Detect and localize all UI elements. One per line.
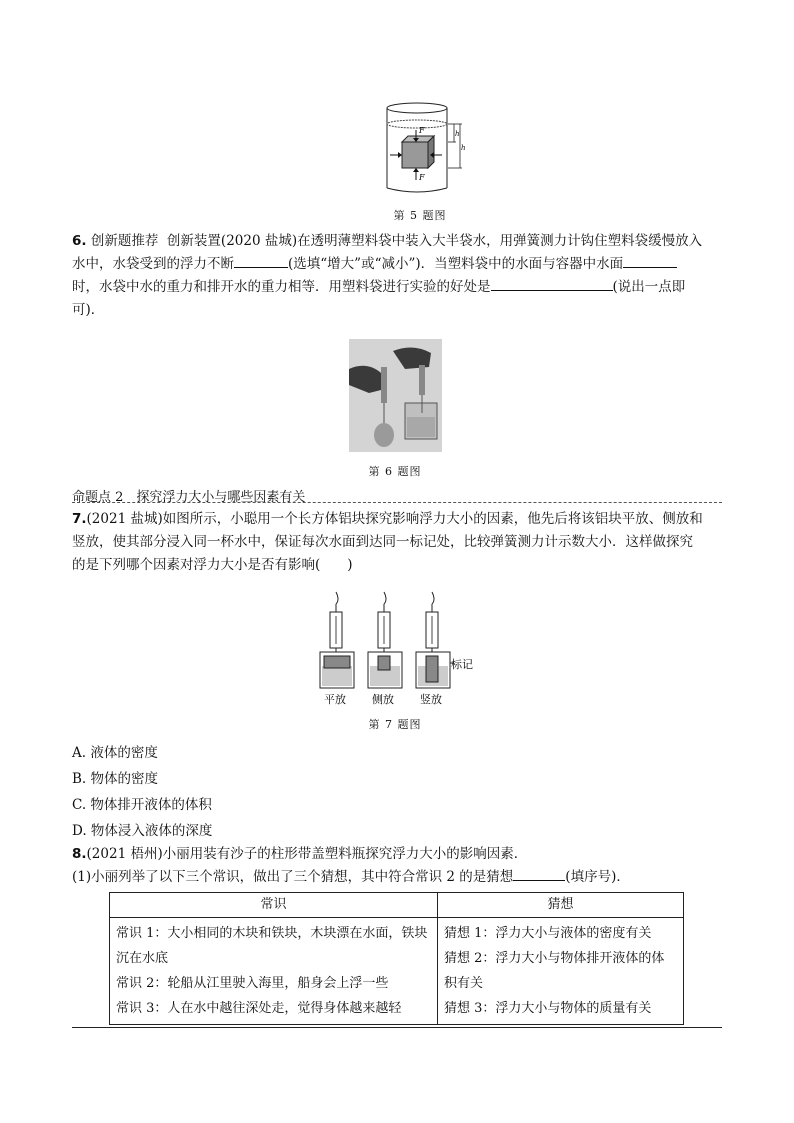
- q6-number: 6.: [72, 233, 87, 249]
- figure-5-diagram: [370, 100, 470, 196]
- q7-line1: (2021 盐城)如图所示，小聪用一个长方体铝块探究影响浮力大小的因素，他先后将该铝块平放、侧放和: [86, 511, 703, 527]
- q7-option-b[interactable]: B. 物体的密度: [72, 771, 159, 787]
- q8-line1: (2021 梧州)小丽用装有沙子的柱形带盖塑料瓶探究浮力大小的影响因素．: [86, 846, 528, 862]
- q6-line2b: (选填“增大”或“减小”)．当塑料袋中的水面与容器中水面: [288, 256, 624, 272]
- fig5-label-f2: F: [419, 173, 425, 182]
- q6-line2a: 水中，水袋受到的浮力不断: [72, 256, 234, 272]
- q8-line2b: (填序号)．: [565, 869, 630, 885]
- q7-option-c[interactable]: C. 物体排开液体的体积: [72, 797, 212, 813]
- common-sense-1: 常识 1：大小相同的木块和铁块，木块漂在水面，铁块沉在水底: [116, 926, 428, 966]
- fig7-mark-label: 标记: [451, 658, 473, 671]
- section-header: 命题点 2 探究浮力大小与哪些因素有关: [72, 486, 722, 503]
- q7-option-a[interactable]: A. 液体的密度: [72, 745, 158, 761]
- hypothesis-2: 猜想 2：浮力大小与物体排开液体的体积有关: [444, 951, 665, 991]
- hypothesis-3: 猜想 3：浮力大小与物体的质量有关: [444, 1001, 652, 1016]
- table-cell-common-sense: [110, 918, 438, 1025]
- fig7-setup-flat: [320, 592, 354, 688]
- q6-line4: 可)．: [72, 302, 105, 318]
- fig7-setup-side: [368, 592, 402, 688]
- q6-blank-3[interactable]: [491, 276, 613, 291]
- table-cell-hypothesis: [438, 918, 684, 1025]
- figure-7-diagram: [314, 590, 484, 708]
- fig7-setup-vertical: [416, 592, 450, 688]
- q7-option-d[interactable]: D. 物体浸入液体的深度: [72, 823, 213, 839]
- figure-6-caption: 第 6 题图: [368, 465, 422, 478]
- q6-line3a: 时，水袋中水的重力和排开水的重力相等．用塑料袋进行实验的好处是: [72, 279, 491, 295]
- question-7: [72, 508, 722, 577]
- fig7-label-vertical: 竖放: [420, 693, 442, 706]
- q6-blank-2[interactable]: [623, 253, 677, 268]
- q8-number: 8.: [72, 846, 87, 862]
- fig5-label-h2: h: [461, 144, 466, 152]
- q8-blank-1[interactable]: [513, 866, 565, 881]
- figure-7-caption: 第 7 题图: [368, 718, 422, 731]
- fig7-label-flat: 平放: [324, 693, 346, 706]
- q6-line1: 创新装置(2020 盐城)在透明薄塑料袋中装入大半袋水，用弹簧测力计钩住塑料袋缓慢放入: [166, 233, 703, 249]
- question-8: [72, 843, 722, 889]
- table-header-common-sense: 常识: [110, 893, 438, 918]
- fig5-label-f1: F: [419, 126, 425, 135]
- q7-line2: 竖放，使其部分浸入同一杯水中，保证每次水面到达同一标记处，比较弹簧测力计示数大小．这样做探究: [72, 534, 693, 550]
- bottom-rule: [72, 1027, 722, 1028]
- fig5-label-h1: h: [455, 130, 460, 138]
- q6-tag: 创新题推荐: [90, 233, 159, 249]
- q6-line3b: (说出一点即: [612, 279, 686, 295]
- q6-blank-1[interactable]: [234, 253, 288, 268]
- question-6: [72, 230, 722, 322]
- figure-6-photo: [349, 339, 442, 452]
- q8-line2a: (1)小丽列举了以下三个常识，做出了三个猜想，其中符合常识 2 的是猜想: [72, 869, 514, 885]
- q7-line3: 的是下列哪个因素对浮力大小是否有影响( ): [72, 557, 353, 573]
- common-sense-2: 常识 2：轮船从江里驶入海里，船身会上浮一些: [116, 976, 389, 991]
- fig7-label-side: 侧放: [372, 693, 394, 706]
- figure-5-caption: 第 5 题图: [393, 209, 447, 222]
- table-header-hypothesis: 猜想: [438, 893, 684, 918]
- hypothesis-1: 猜想 1：浮力大小与液体的密度有关: [444, 926, 652, 941]
- common-sense-3: 常识 3：人在水中越往深处走，觉得身体越来越轻: [116, 1001, 402, 1016]
- common-sense-table: [109, 892, 684, 1025]
- q7-number: 7.: [72, 511, 87, 527]
